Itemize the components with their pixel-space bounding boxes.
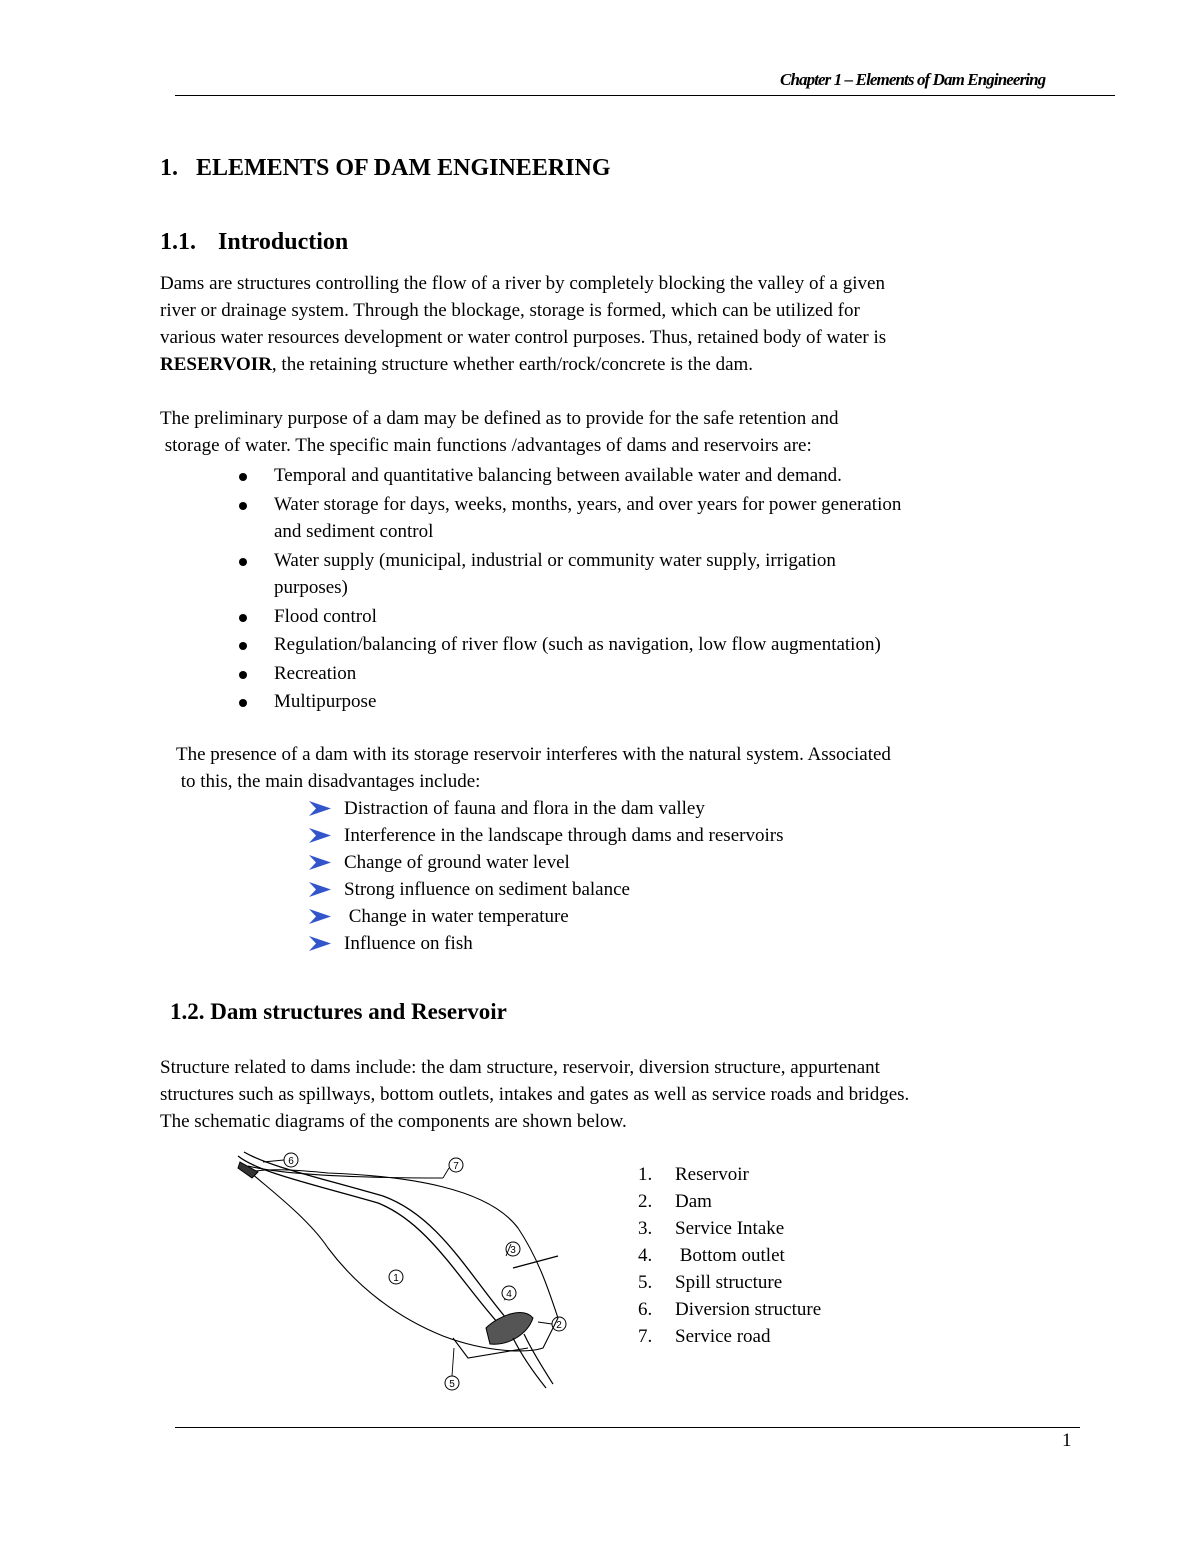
list-item xyxy=(238,688,901,716)
text-line: purposes) xyxy=(274,577,348,598)
list-item xyxy=(238,631,901,659)
diagram-label-5: 5 xyxy=(449,1379,455,1390)
text-line: Influence on fish xyxy=(344,933,473,954)
text-line: structures such as spillways, bottom outlets, intakes and gates as well as service roads and bridges. xyxy=(160,1084,910,1105)
river-channel-upper xyxy=(238,1156,513,1338)
item-number: 1. xyxy=(638,1164,653,1185)
text-line: Strong influence on sediment balance xyxy=(344,879,630,900)
text-line: The presence of a dam with its storage reservoir interferes with the natural system. Associated xyxy=(176,744,891,765)
text-line: to this, the main disadvantages include: xyxy=(176,771,481,792)
text-line: Dams are structures controlling the flow of a river by completely blocking the valley of a given xyxy=(160,273,885,294)
list-item xyxy=(308,876,783,903)
footer-rule xyxy=(175,1427,1080,1428)
section-title: Dam structures and Reservoir xyxy=(210,999,507,1024)
component-list xyxy=(638,1161,821,1350)
text-line: Interference in the landscape through dams and reservoirs xyxy=(344,825,784,846)
list-item xyxy=(638,1296,821,1323)
item-number: 3. xyxy=(638,1218,653,1239)
running-header: Chapter 1 – Elements of Dam Engineering xyxy=(780,70,1046,89)
bullet-icon xyxy=(239,642,247,650)
list-item xyxy=(308,795,783,822)
diagram-label-2: 2 xyxy=(556,1320,562,1331)
intro-paragraph xyxy=(160,270,886,378)
list-item xyxy=(308,822,783,849)
text-line: Temporal and quantitative balancing between available water and demand. xyxy=(274,465,842,486)
list-item xyxy=(638,1242,821,1269)
structures-paragraph xyxy=(160,1054,909,1135)
item-label: Reservoir xyxy=(675,1164,749,1185)
page-number: 1 xyxy=(1062,1430,1072,1451)
item-number: 5. xyxy=(638,1272,653,1293)
label-4 xyxy=(502,1286,516,1300)
disadvantages-paragraph xyxy=(176,741,891,795)
arrow-bullet-icon xyxy=(308,881,332,898)
arrow-bullet-icon xyxy=(308,935,332,952)
diagram-label-7: 7 xyxy=(453,1161,459,1172)
text-line: Multipurpose xyxy=(274,691,377,712)
text-line: Change in water temperature xyxy=(344,906,569,927)
list-item xyxy=(638,1323,821,1350)
diagram-label-6: 6 xyxy=(288,1156,294,1167)
text-run: , the retaining structure whether earth/rock/concrete is the dam. xyxy=(271,354,754,375)
label-6 xyxy=(284,1153,298,1167)
downstream-river xyxy=(513,1334,553,1388)
text-line: Water supply (municipal, industrial or community water supply, irrigation xyxy=(274,549,836,571)
label-5 xyxy=(445,1376,459,1390)
text-line: Regulation/balancing of river flow (such as navigation, low flow augmentation) xyxy=(274,634,881,655)
item-label: Spill structure xyxy=(675,1272,783,1293)
text-line xyxy=(160,351,886,378)
service-road-line xyxy=(248,1166,443,1178)
list-item xyxy=(238,491,901,546)
text-line: and sediment control xyxy=(274,521,434,542)
list-item xyxy=(638,1215,821,1242)
list-item xyxy=(638,1188,821,1215)
item-label: Service Intake xyxy=(675,1218,785,1239)
diagram-label-4: 4 xyxy=(506,1289,512,1300)
bullet-icon xyxy=(239,699,247,707)
text-line: The preliminary purpose of a dam may be defined as to provide for the safe retention and xyxy=(160,408,839,429)
list-item xyxy=(238,462,901,490)
label-1 xyxy=(389,1270,403,1284)
arrow-bullet-icon xyxy=(308,854,332,871)
diagram-label-1: 1 xyxy=(393,1273,399,1284)
dam-schematic-diagram xyxy=(228,1148,578,1393)
leader-lines xyxy=(263,1160,552,1376)
reservoir-term: RESERVOIR xyxy=(160,354,272,375)
list-item xyxy=(308,930,783,957)
bullet-icon xyxy=(239,614,247,622)
chapter-number: 1. xyxy=(160,155,178,181)
river-channel-lower xyxy=(244,1152,520,1333)
item-label: Diversion structure xyxy=(675,1299,822,1320)
list-item xyxy=(238,547,901,602)
list-item xyxy=(238,660,901,688)
text-line: Structure related to dams include: the dam structure, reservoir, diversion structure, appurtenant xyxy=(160,1057,880,1078)
label-2 xyxy=(552,1317,566,1331)
bullet-icon xyxy=(239,558,247,566)
section-title: Introduction xyxy=(218,229,349,255)
list-item xyxy=(638,1269,821,1296)
text-line: river or drainage system. Through the blockage, storage is formed, which can be utilized for xyxy=(160,300,860,321)
disadvantages-list xyxy=(308,795,783,957)
item-number: 7. xyxy=(638,1326,653,1347)
arrow-bullet-icon xyxy=(308,800,332,817)
section-number: 1.1. xyxy=(160,229,196,255)
diagram-label-3: 3 xyxy=(510,1245,516,1256)
diversion-structure xyxy=(238,1162,258,1178)
label-3 xyxy=(506,1242,520,1256)
item-label: Bottom outlet xyxy=(675,1245,785,1266)
purpose-paragraph xyxy=(160,405,838,459)
bullet-icon xyxy=(239,671,247,679)
chapter-heading xyxy=(160,155,611,182)
item-number: 2. xyxy=(638,1191,653,1212)
section-heading-dam-structures xyxy=(170,999,507,1025)
item-number: 4. xyxy=(638,1245,653,1266)
text-line: Change of ground water level xyxy=(344,852,570,873)
text-line: Recreation xyxy=(274,662,357,684)
label-7 xyxy=(449,1158,463,1172)
text-line: various water resources development or water control purposes. Thus, retained body of water is xyxy=(160,327,887,348)
header-rule xyxy=(175,95,1115,96)
arrow-bullet-icon xyxy=(308,908,332,925)
list-item xyxy=(238,603,901,631)
item-label: Dam xyxy=(675,1191,712,1212)
item-label: Service road xyxy=(675,1326,771,1347)
list-item xyxy=(308,903,783,930)
section-number: 1.2. xyxy=(170,999,205,1024)
text-line: Flood control xyxy=(274,605,377,627)
text-line: The schematic diagrams of the components are shown below. xyxy=(160,1111,627,1132)
item-number: 6. xyxy=(638,1299,653,1320)
advantages-list xyxy=(238,462,901,716)
list-item xyxy=(308,849,783,876)
arrow-bullet-icon xyxy=(308,827,332,844)
list-item xyxy=(638,1161,821,1188)
text-line: Water storage for days, weeks, months, years, and over years for power generation xyxy=(274,493,902,515)
text-line: storage of water. The specific main functions /advantages of dams and reservoirs are: xyxy=(160,435,812,456)
bullet-icon xyxy=(239,502,247,510)
bullet-icon xyxy=(239,473,247,481)
section-heading-introduction xyxy=(160,229,348,256)
text-line: Distraction of fauna and flora in the dam valley xyxy=(344,798,705,819)
chapter-title: ELEMENTS OF DAM ENGINEERING xyxy=(196,155,611,181)
